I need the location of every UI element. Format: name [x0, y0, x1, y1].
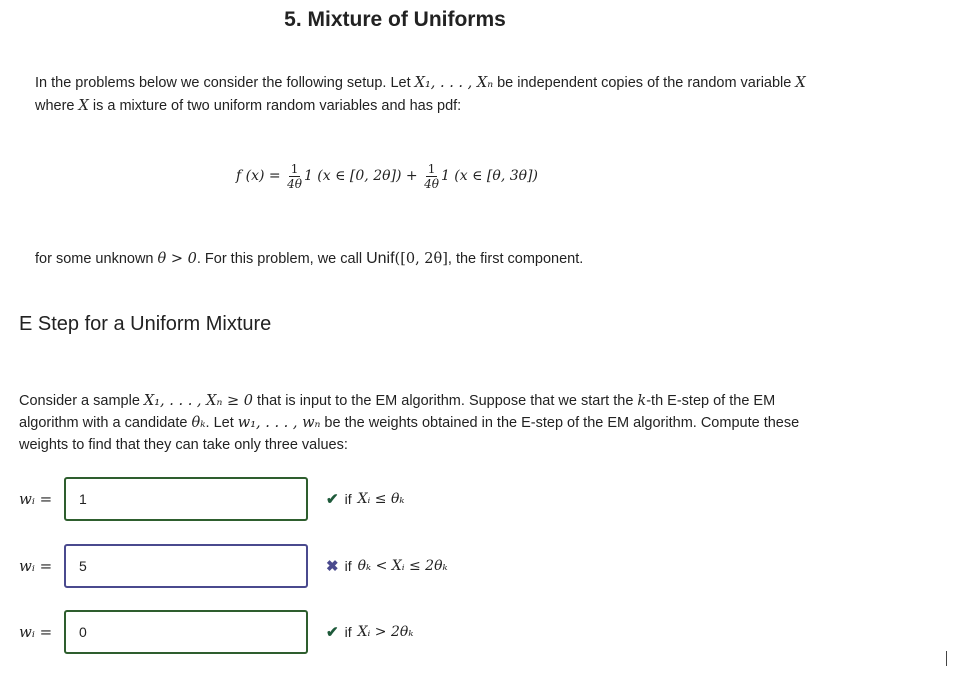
cross-icon: ✖: [326, 558, 339, 575]
denominator: 4θ: [287, 177, 302, 191]
numerator: 1: [427, 162, 436, 176]
intro-paragraph: [35, 72, 806, 118]
text: for some unknown: [35, 251, 158, 267]
math: X₁, . . . , Xₙ ≥ 0: [143, 393, 253, 409]
text: In the problems below we consider the following setup. Let: [35, 75, 415, 91]
text: if: [344, 624, 352, 640]
answer-input[interactable]: 1: [64, 477, 308, 521]
numerator: 1: [290, 162, 299, 176]
answer-label: wᵢ =: [19, 623, 53, 641]
answer-input[interactable]: 5: [64, 544, 308, 588]
answer-row: [19, 477, 405, 521]
text: be the weights obtained in the E-step of the EM algorithm. Compute these: [320, 415, 800, 431]
math: ([0, 2θ]: [394, 251, 448, 267]
pdf-formula: [236, 162, 538, 191]
text: if: [344, 491, 352, 507]
text: be independent copies of the random variable: [493, 75, 796, 91]
math: f (x) =: [236, 168, 286, 185]
answer-label: wᵢ =: [19, 557, 53, 575]
text: is a mixture of two uniform random variables and has pdf:: [88, 98, 462, 114]
text: . Let: [205, 415, 238, 431]
text: -th E-step of the EM: [646, 393, 776, 409]
condition: Xᵢ > 2θₖ: [357, 624, 414, 640]
check-icon: ✔: [326, 624, 339, 641]
text: weights to find that they can take only three values:: [19, 437, 348, 453]
note-paragraph: [35, 247, 583, 271]
problem-paragraph: [19, 390, 799, 456]
math: k: [637, 393, 647, 409]
text: . For this problem, we call: [196, 251, 367, 267]
answer-row: [19, 544, 448, 588]
text: where: [35, 98, 79, 114]
text: , the first component.: [447, 251, 584, 267]
text-cursor: [946, 651, 947, 666]
answer-row: [19, 610, 413, 654]
page-title: 5. Mixture of Uniforms: [284, 8, 506, 31]
math: X: [78, 98, 89, 114]
math: X: [795, 75, 806, 91]
text: if: [344, 558, 352, 574]
answer-label: wᵢ =: [19, 490, 53, 508]
fraction: [287, 162, 302, 191]
section-heading: E Step for a Uniform Mixture: [19, 313, 272, 335]
math: θ > 0: [157, 251, 197, 267]
text: Unif: [366, 250, 395, 267]
answer-input[interactable]: 0: [64, 610, 308, 654]
math: 1 (x ∈ [0, 2θ]) +: [303, 168, 423, 185]
text: that is input to the EM algorithm. Suppose that we start the: [252, 393, 638, 409]
math: w₁, . . . , wₙ: [237, 415, 321, 431]
math: X₁, . . . , Xₙ: [414, 75, 494, 91]
math: θₖ: [191, 415, 206, 431]
math: 1 (x ∈ [θ, 3θ]): [440, 168, 538, 185]
fraction: [424, 162, 439, 191]
denominator: 4θ: [424, 177, 439, 191]
text: Consider a sample: [19, 393, 144, 409]
condition: Xᵢ ≤ θₖ: [357, 491, 405, 507]
text: algorithm with a candidate: [19, 415, 192, 431]
condition: θₖ < Xᵢ ≤ 2θₖ: [357, 558, 448, 574]
check-icon: ✔: [326, 491, 339, 508]
